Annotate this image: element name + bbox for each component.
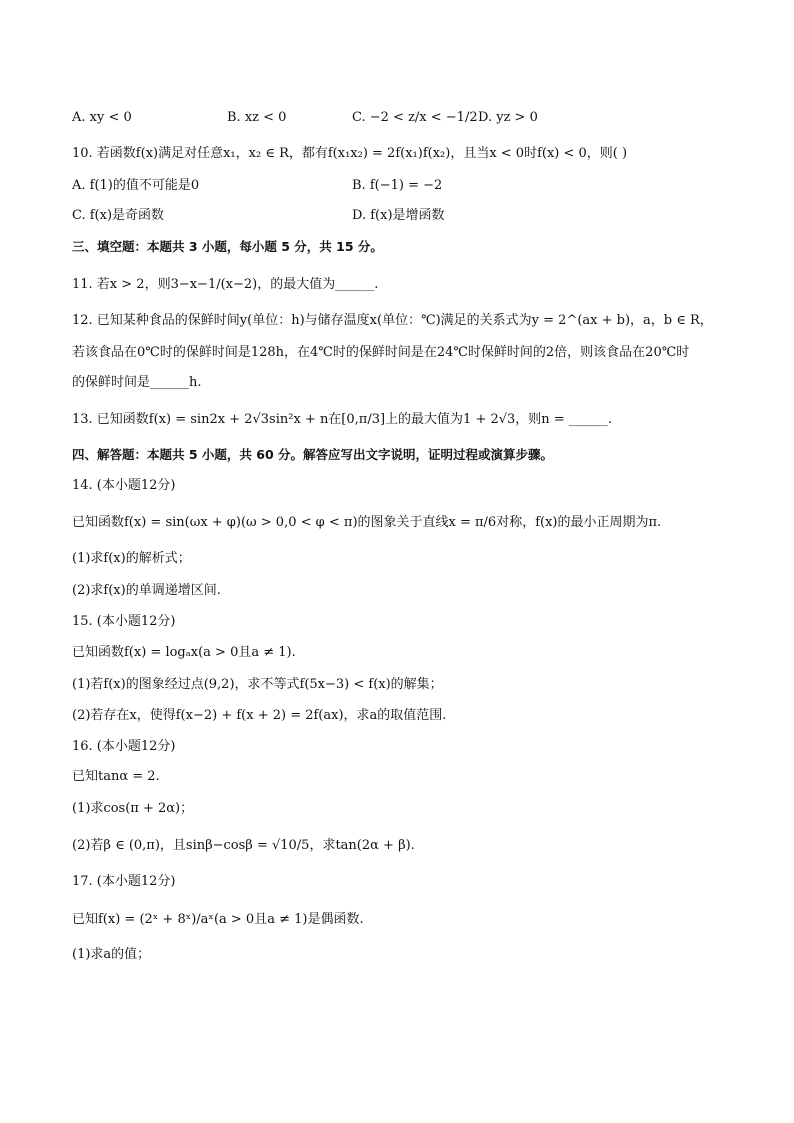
q14-stem: 已知函数f(x) = sin(ωx + φ)(ω > 0,0 < φ < π)的图象关于直线x = π/6对称，f(x)的最小正周期为π. (72, 515, 662, 530)
q10-option-b: B. f(−1) = −2 (352, 178, 443, 193)
q15-part-1: (1)若f(x)的图象经过点(9,2)，求不等式f(5x−3) < f(x)的解集； (72, 677, 443, 692)
q17-part-1: (1)求a的值； (72, 947, 151, 962)
section-3-heading: 三、填空题：本题共 3 小题，每小题 5 分，共 15 分。 (72, 239, 383, 254)
q9-option-d: D. yz > 0 (478, 110, 538, 125)
q10-option-d: D. f(x)是增函数 (352, 208, 445, 223)
q17-stem: 已知f(x) = (2ˣ + 8ˣ)/aˣ(a > 0且a ≠ 1)是偶函数. (72, 912, 364, 927)
q12-line-2: 若该食品在0℃时的保鲜时间是128h，在4℃时的保鲜时间是在24℃时保鲜时间的2倍，则该食品在20℃时 (72, 345, 690, 360)
q14-title: 14. (本小题12分) (72, 478, 176, 493)
q16-part-1: (1)求cos(π + 2α)； (72, 801, 194, 816)
q10-option-a: A. f(1)的值不可能是0 (72, 178, 200, 193)
q15-stem: 已知函数f(x) = logₐx(a > 0且a ≠ 1). (72, 645, 296, 660)
q14-part-2: (2)求f(x)的单调递增区间. (72, 583, 221, 598)
q12-line-1: 12. 已知某种食品的保鲜时间y(单位：h)与储存温度x(单位：℃)满足的关系式为y = 2^(ax + b)，a，b ∈ R， (72, 313, 713, 328)
q10-option-c: C. f(x)是奇函数 (72, 208, 165, 223)
q12-line-3: 的保鲜时间是______h. (72, 375, 202, 390)
q16-title: 16. (本小题12分) (72, 739, 176, 754)
section-4-heading: 四、解答题：本题共 5 小题，共 60 分。解答应写出文字说明，证明过程或演算步骤。 (72, 447, 554, 462)
q16-part-2: (2)若β ∈ (0,π)，且sinβ−cosβ = √10/5，求tan(2α + β). (72, 838, 415, 853)
q16-stem: 已知tanα = 2. (72, 769, 160, 784)
q11: 11. 若x > 2，则3−x−1/(x−2)，的最大值为______. (72, 277, 379, 292)
q9-option-c: C. −2 < z/x < −1/2 (352, 110, 478, 125)
q9-option-a: A. xy < 0 (72, 110, 132, 125)
q14-part-1: (1)求f(x)的解析式； (72, 551, 191, 566)
q9-option-b: B. xz < 0 (227, 110, 287, 125)
q15-part-2: (2)若存在x，使得f(x−2) + f(x + 2) = 2f(ax)，求a的取值范围. (72, 708, 447, 723)
q13: 13. 已知函数f(x) = sin2x + 2√3sin²x + n在[0,π/3]上的最大值为1 + 2√3，则n = ______. (72, 412, 612, 427)
q15-title: 15. (本小题12分) (72, 614, 176, 629)
q10-stem: 10. 若函数f(x)满足对任意x₁，x₂ ∈ R，都有f(x₁x₂) = 2f(x₁)f(x₂)，且当x < 0时f(x) < 0，则( ) (72, 146, 628, 161)
q17-title: 17. (本小题12分) (72, 874, 176, 889)
